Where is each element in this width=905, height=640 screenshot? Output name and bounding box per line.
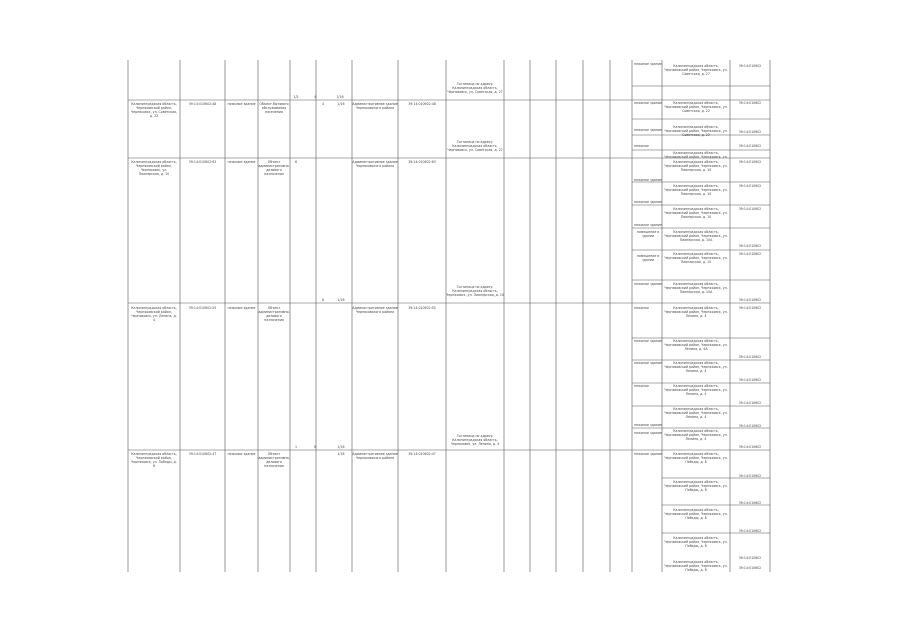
row4-kind: нежилое здание — [227, 452, 256, 456]
row4-n1: 1 — [294, 445, 298, 449]
row0-address: Калининградская область, Черняховский район, Черняховск, ул. Советская, д. 27 — [664, 64, 728, 76]
row2-purpose: Объект административно-делового назначения — [258, 160, 290, 176]
row1-description: Административное здание Черняховского района — [352, 102, 398, 110]
row3-n2: 1/16 — [337, 445, 345, 449]
row3-number-4: 39:14:010602 — [738, 401, 762, 405]
row3-address-2: Калининградская область, Черняховский район, Черняховск, ул. Ленина, д. 4А — [664, 339, 728, 351]
row2-type-1: нежилое здание — [634, 178, 662, 182]
row2-number-2: 39:14:010602 — [738, 184, 762, 188]
row4-address-5: Калининградская область, Черняховский район, Черняховск, ул. Победы, д. 8 — [664, 560, 728, 572]
row3-type-6: нежилое здание — [634, 431, 662, 435]
row3-number-2: 39:14:010602 — [738, 355, 762, 359]
row3-type-3: нежилое здание — [634, 361, 662, 365]
row4-n3: 1/16 — [337, 452, 345, 456]
row3-address-3: Калининградская область, Черняховский район, Черняховск, ул. Ленина, д. 4 — [664, 361, 728, 373]
row1-type-3: нежилое — [634, 144, 649, 148]
row2-cadastral-2: 39:14:010602:63 — [408, 160, 436, 164]
row4-name: Калининградская область, Черняховский район, Черняховск, ул. Победы, д. 8 — [131, 452, 177, 468]
row0-n3: 1/16 — [336, 95, 344, 99]
row2-name: Калининградская область, Черняховский район, Черняховск, ул. Пионерская, д. 10 — [131, 160, 177, 176]
row4-address-4: Калининградская область, Черняховский район, Черняховск, ул. Победы, д. 8 — [664, 536, 728, 548]
row1-n1: 4 — [321, 102, 325, 106]
row1-number-3: 39:14:010602 — [738, 144, 762, 148]
row3-object-name: Гостиница по адресу: Калининградская область, Черняховск, ул. Ленина, д. 4 — [450, 434, 500, 446]
row4-address-2: Калининградская область, Черняховский район, Черняховск, ул. Победы, д. 8 — [664, 480, 728, 492]
row4-number-3: 39:14:010602 — [738, 529, 762, 533]
row3-type-4: нежилое — [634, 384, 649, 388]
row3-number-3: 39:14:010602 — [738, 378, 762, 382]
row3-description: Административное здание Черняховского района — [352, 306, 398, 314]
row4-cadastral: 39:14:010602:47 — [188, 452, 217, 456]
row1-object-name: Гостиница по адресу: Калининградская область, Черняховск, ул. Советская, д. 22 — [447, 140, 503, 152]
row3-number-6: 39:14:010602 — [738, 445, 762, 449]
row4-address-3: Калининградская область, Черняховский район, Черняховск, ул. Победы, д. 8 — [664, 508, 728, 520]
row2-address-1: Калининградская область, Черняховский район, Черняховск, ул. Пионерская, д. 10 — [664, 160, 728, 172]
row2-type-5: помещение в здании — [636, 254, 660, 262]
row3-address-4: Калининградская область, Черняховский район, Черняховск, ул. Ленина, д. 4 — [664, 384, 728, 396]
row4-address-1: Калининградская область, Черняховский район, Черняховск, ул. Победы, д. 8 — [664, 452, 728, 464]
row3-cadastral: 39:14:010602:55 — [188, 306, 217, 310]
row1-cadastral: 39:14:010602:48 — [188, 102, 217, 106]
row2-n2: 1/16 — [337, 298, 345, 302]
row4-purpose: Объект административно-делового назначения — [258, 452, 290, 468]
row4-description: Административное здание Черняховского района — [352, 452, 398, 460]
row1-type-1: нежилое здание — [634, 101, 662, 105]
row2-address-2: Калининградская область, Черняховский район, Черняховск, ул. Пионерская, д. 10 — [664, 184, 728, 196]
row2-type-6: нежилое здание — [634, 282, 662, 286]
row2-type-2: нежилое здание — [634, 200, 662, 204]
row1-kind: нежилое здание — [227, 102, 256, 106]
row2-number-1: 39:14:010602 — [738, 160, 762, 164]
row0-number: 39:14:010602 — [738, 64, 762, 68]
row2-type-3: нежилое здание — [634, 223, 662, 227]
row0-object-name: Гостиница по адресу: Калининградская область, Черняховск, ул. Советская, д. 27 — [447, 82, 503, 94]
row3-type-2: нежилое здание — [634, 339, 662, 343]
row1-name: Калининградская область, Черняховский район, Черняховск, ул. Советская, д. 22 — [131, 102, 177, 118]
row3-type-1: нежилое — [634, 306, 649, 310]
row2-kind: нежилое здание — [227, 160, 256, 164]
row3-type-5: нежилое здание — [634, 423, 662, 427]
row2-address-5: Калининградская область, Черняховский район, Черняховск, ул. Пионерская, д. 10 — [664, 252, 728, 264]
row3-address-6: Калининградская область, Черняховский район, Черняховск, ул. Ленина, д. 4 — [664, 429, 728, 441]
row2-address-4: Калининградская область, Черняховский район, Черняховск, ул. Пионерская, д. 10А — [664, 230, 728, 242]
row2-address-3: Калининградская область, Черняховский район, Черняховск, ул. Пионерская, д. 10 — [664, 207, 728, 219]
row1-n2: 1/16 — [337, 102, 345, 106]
row1-type-2: нежилое здание — [634, 128, 662, 132]
row3-kind: нежилое здание — [227, 306, 256, 310]
row4-number-4: 39:14:010602 — [738, 556, 762, 560]
row2-cadastral: 39:14:010602:63 — [188, 160, 217, 164]
row4-type-1: нежилое здание — [634, 452, 662, 456]
row3-purpose: Объект административно-делового назначения — [258, 306, 290, 322]
row2-number-5: 39:14:010602 — [738, 252, 762, 256]
row2-n1: 6 — [294, 160, 298, 164]
row3-n1: 6 — [321, 298, 325, 302]
row2-number-3: 39:14:010602 — [738, 207, 762, 211]
row1-number-1: 39:14:010602 — [738, 101, 762, 105]
row0-type: нежилое здание — [634, 62, 662, 66]
row0-n1: 1/2 — [293, 95, 299, 99]
row2-object-name: Гостиница по адресу: Калининградская область, Черняховск, ул. Пионерская, д. 10 — [446, 285, 504, 297]
row1-number-2: 39:14:010602 — [738, 130, 762, 134]
row2-number-4: 39:14:010602 — [738, 244, 762, 248]
row4-n2: 6 — [313, 445, 317, 449]
row4-cadastral-2: 39:14:010602:47 — [408, 452, 436, 456]
row3-number-1: 39:14:010602 — [738, 306, 762, 310]
row4-number-1: 39:14:010602 — [738, 474, 762, 478]
row2-address-6: Калининградская область, Черняховский район, Черняховск, ул. Пионерская, д. 10А — [664, 282, 728, 294]
row1-address-1: Калининградская область, Черняховский район, Черняховск, ул. Советская, д. 22 — [664, 101, 728, 113]
row3-number-5: 39:14:010602 — [738, 424, 762, 428]
row3-name: Калининградская область, Черняховский район, Черняховск, ул. Ленина, д. 4 — [131, 306, 177, 322]
row4-number-5: 39:14:010602 — [738, 566, 762, 570]
row0-n2: 4 — [313, 95, 317, 99]
row4-number-2: 39:14:010602 — [738, 501, 762, 505]
row2-number-6: 39:14:010602 — [738, 298, 762, 302]
row1-purpose: Объект бытового обслуживания населения — [259, 102, 289, 114]
row3-address-5: Калининградская область, Черняховский район, Черняховск, ул. Ленина, д. 4 — [664, 407, 728, 419]
row3-cadastral-2: 39:14:010602:55 — [408, 306, 436, 310]
row2-description: Административное здание Черняховского района — [352, 160, 398, 168]
row1-address-3: Калининградская область, Черняховский район, Черняховск, ул. — [664, 151, 728, 158]
row3-address-1: Калининградская область, Черняховский район, Черняховск, ул. Ленина, д. 4 — [664, 306, 728, 318]
row1-cadastral-2: 39:14:010602:48 — [408, 102, 436, 106]
row1-address-2: Калининградская область, Черняховский район, Черняховск, ул. Советская, д. 22 — [664, 125, 728, 137]
row2-type-4: помещение в здании — [636, 230, 660, 238]
